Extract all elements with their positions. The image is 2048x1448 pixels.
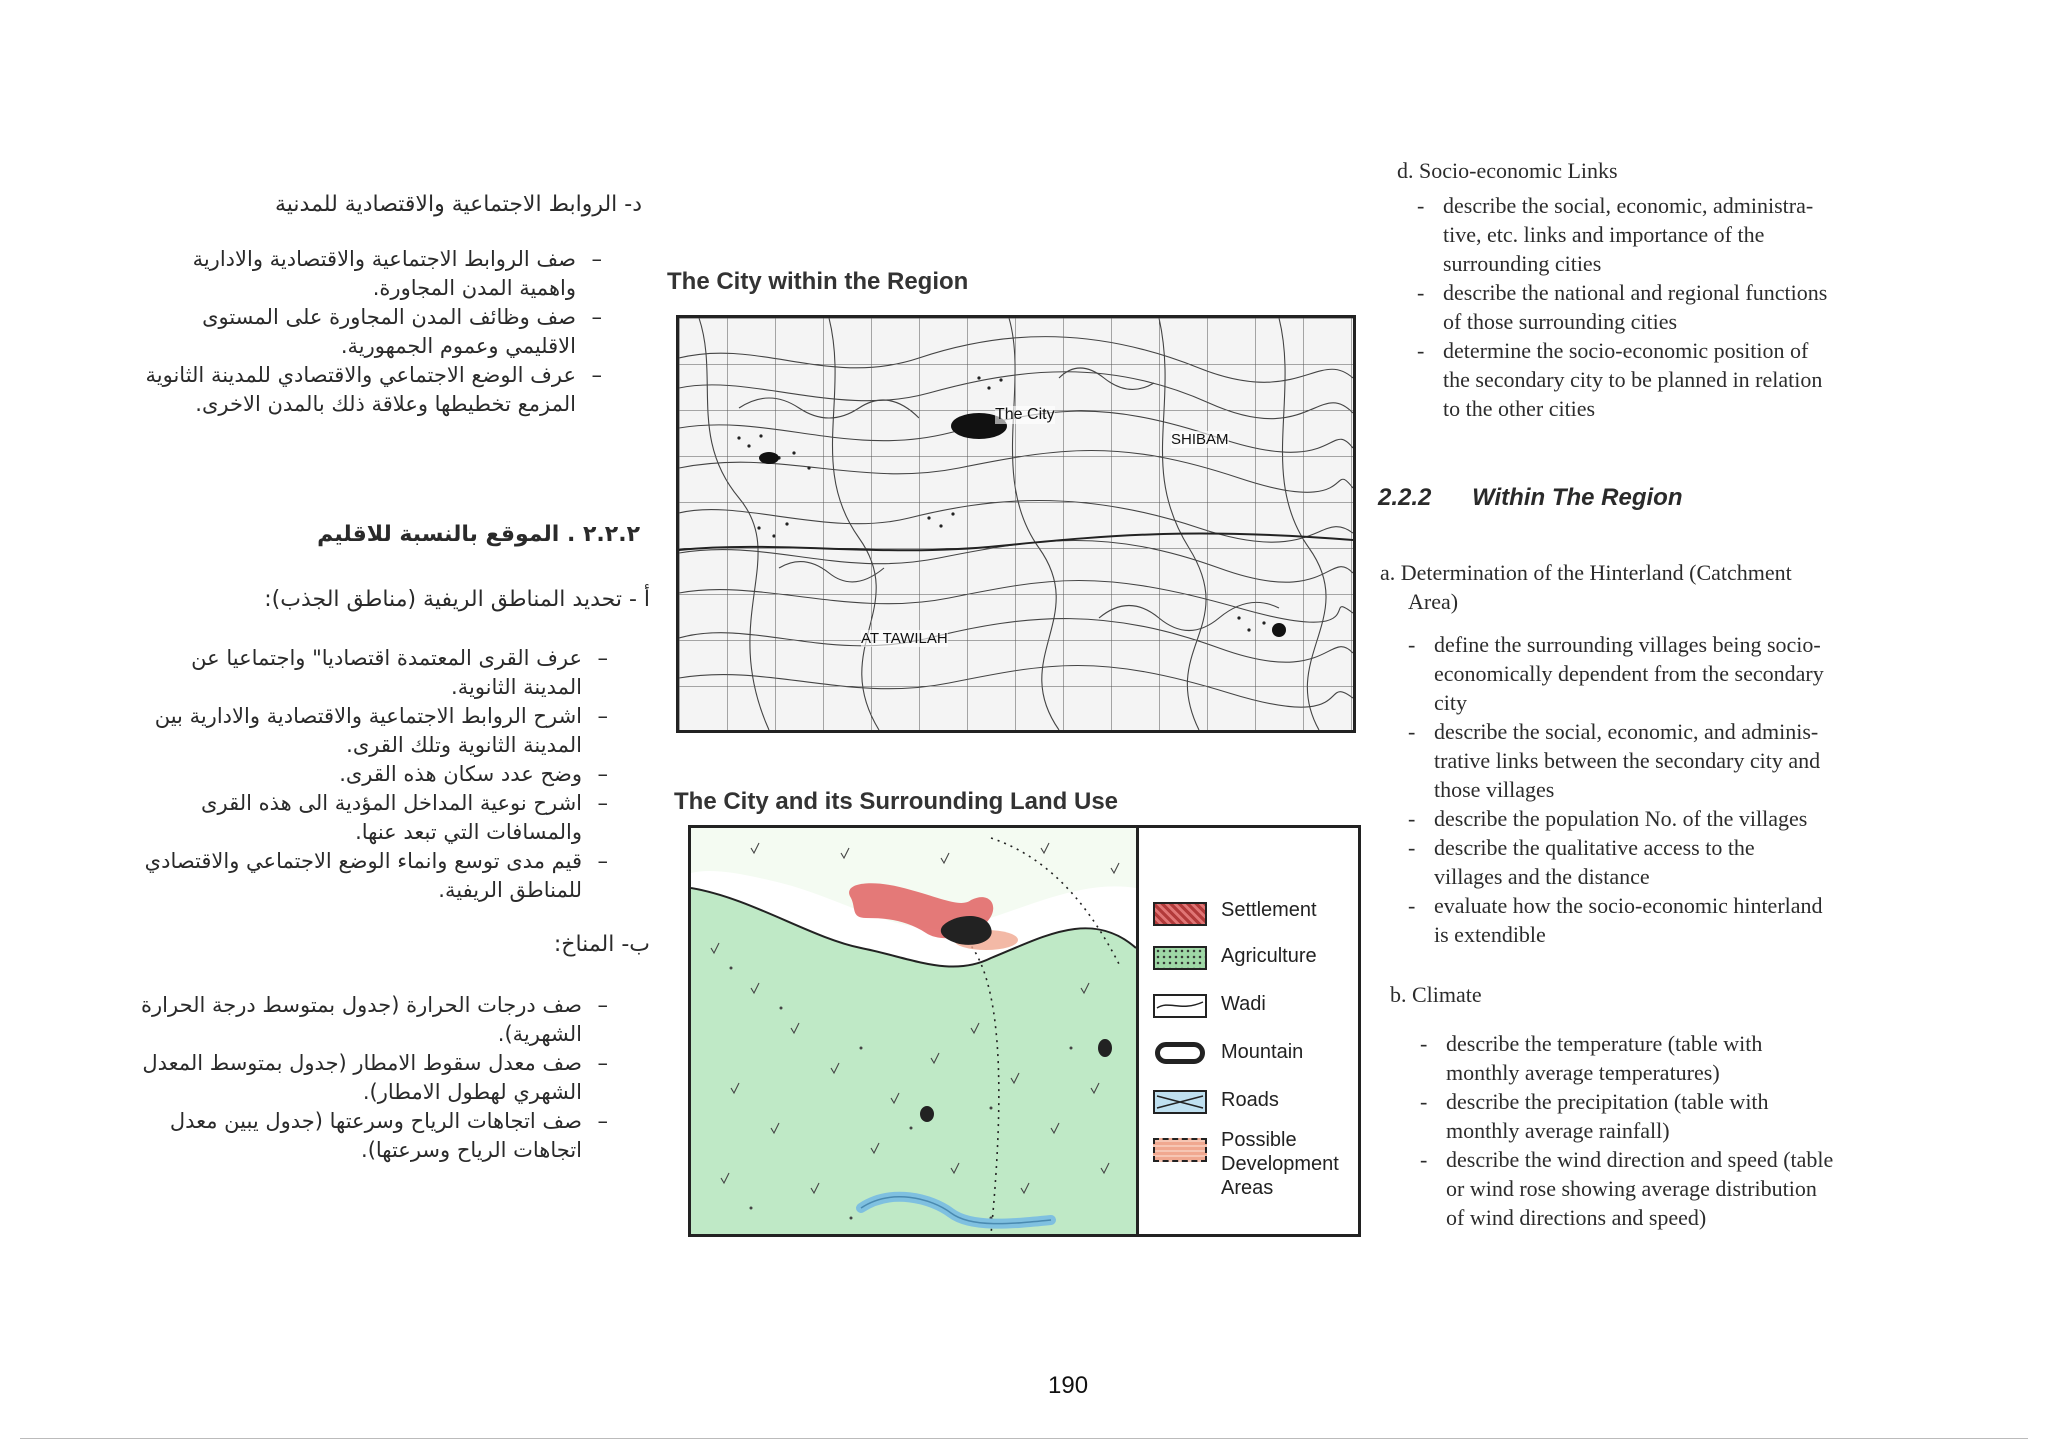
region-label-shibam: SHIBAM xyxy=(1171,431,1229,448)
legend-item-possible-development: Possible Development Areas xyxy=(1153,1128,1353,1208)
en-section-222-heading: 2.2.2 Within The Region xyxy=(1378,484,1683,511)
landuse-map-title: The City and its Surrounding Land Use xyxy=(674,788,1119,815)
list-item: – عرف الوضع الاجتماعي والاقتصادي للمدينة الثانوية المزمع تخطيطها وعلاقة ذلك بالمدن الاخرى. xyxy=(145,363,602,416)
mountain-icon xyxy=(1155,1042,1205,1064)
arabic-column xyxy=(130,190,650,419)
list-item: - describe the national and regional functions of those surrounding cities xyxy=(1417,280,1828,334)
legend-item-mountain: Mountain xyxy=(1153,1034,1353,1082)
page-number: 190 xyxy=(1048,1372,1089,1399)
list-item: – صف درجات الحرارة (جدول بمتوسط درجة الحرارة الشهرية). xyxy=(141,993,608,1046)
list-item: – عرف القرى المعتمدة اقتصاديا" واجتماعيا عن المدينة الثانوية. xyxy=(191,646,608,699)
roads-swatch xyxy=(1153,1090,1207,1114)
en-section-a-list xyxy=(1380,630,1940,949)
region-label-attawilah: AT TAWILAH xyxy=(861,630,948,647)
list-item: - evaluate how the socio-economic hinterland is extendible xyxy=(1408,893,1823,947)
list-item: - describe the precipitation (table with monthly average rainfall) xyxy=(1420,1089,1769,1143)
list-item: - describe the qualitative access to the villages and the distance xyxy=(1408,835,1755,889)
bottom-scan-line xyxy=(20,1438,2028,1439)
legend-item-roads: Roads xyxy=(1153,1082,1353,1128)
list-item: – صف اتجاهات الرياح وسرعتها (جدول يبين معدل اتجاهات الرياح وسرعتها). xyxy=(169,1109,608,1162)
list-item: – صف وظائف المدن المجاورة على المستوى الاقليمي وعموم الجمهورية. xyxy=(202,305,602,358)
landuse-map-drawing xyxy=(691,828,1136,1234)
legend-item-wadi: Wadi xyxy=(1153,986,1353,1034)
list-item: – اشرح نوعية المداخل المؤدية الى هذه القرى والمسافات التي تبعد عنها. xyxy=(201,791,608,844)
list-item: - define the surrounding villages being socio- economically dependent from the secondary city xyxy=(1408,632,1824,715)
landuse-map xyxy=(688,825,1361,1237)
region-map-drawing xyxy=(679,318,1353,730)
en-section-a xyxy=(1380,558,1940,949)
en-section-d xyxy=(1397,156,1917,423)
legend-item-settlement: Settlement xyxy=(1153,898,1353,938)
ar-section-b-heading: ب- المناخ: xyxy=(553,932,650,957)
en-section-b-list xyxy=(1390,1029,1950,1232)
list-item: – صف معدل سقوط الامطار (جدول بمتوسط المعدل الشهري لهطول الامطار). xyxy=(142,1051,608,1104)
list-item: - describe the social, economic, and adminis- trative links between the secondary city and those villages xyxy=(1408,719,1821,802)
ar-section-d-list xyxy=(130,245,650,419)
ar-section-b-list xyxy=(130,991,650,1165)
ar-section-222-heading: ٢.٢.٢ . الموقع بالنسبة للاقليم xyxy=(317,522,640,547)
ar-section-a-heading: أ - تحديد المناطق الريفية (مناطق الجذب): xyxy=(264,587,650,612)
en-section-b xyxy=(1390,980,1950,1232)
region-label-city: The City xyxy=(995,406,1055,423)
list-item: - describe the social, economic, administra- tive, etc. links and importance of the surrounding cities xyxy=(1417,193,1814,276)
wadi-swatch xyxy=(1153,994,1207,1018)
en-section-d-heading: d. Socio-economic Links xyxy=(1397,158,1618,183)
list-item: - describe the temperature (table with monthly average temperatures) xyxy=(1420,1031,1763,1085)
ar-section-a xyxy=(130,585,650,905)
region-map-title: The City within the Region xyxy=(667,268,969,295)
ar-section-b xyxy=(130,930,650,1165)
list-item: – اشرح الروابط الاجتماعية والاقتصادية والادارية بين المدينة الثانوية وتلك القرى. xyxy=(154,704,608,757)
possible-development-swatch xyxy=(1153,1138,1207,1162)
landuse-legend xyxy=(1153,898,1353,1208)
region-map xyxy=(676,315,1356,733)
en-section-d-list xyxy=(1397,191,1917,423)
agriculture-swatch xyxy=(1153,946,1207,970)
ar-section-d-heading: د- الروابط الاجتماعية والاقتصادية للمدنية xyxy=(274,192,642,217)
legend-item-agriculture: Agriculture xyxy=(1153,938,1353,986)
landuse-map-divider xyxy=(1136,828,1139,1234)
list-item: – وضح عدد سكان هذه القرى. xyxy=(339,762,608,786)
list-item: – صف الروابط الاجتماعية والاقتصادية والادارية واهمية المدن المجاورة. xyxy=(192,247,602,300)
list-item: - determine the socio-economic position of the secondary city to be planned in relation to the other cities xyxy=(1417,338,1823,421)
ar-section-a-list xyxy=(130,644,650,905)
settlement-swatch xyxy=(1153,902,1207,926)
en-section-b-heading: b. Climate xyxy=(1390,982,1482,1007)
list-item: - describe the wind direction and speed (table or wind rose showing average distribution of wind directions and speed) xyxy=(1420,1147,1834,1230)
list-item: - describe the population No. of the villages xyxy=(1408,806,1808,831)
list-item: – قيم مدى توسع وانماء الوضع الاجتماعي والاقتصادي للمناطق الريفية. xyxy=(144,849,608,902)
en-section-a-heading: a. Determination of the Hinterland (Catchment Area) xyxy=(1380,560,1792,614)
